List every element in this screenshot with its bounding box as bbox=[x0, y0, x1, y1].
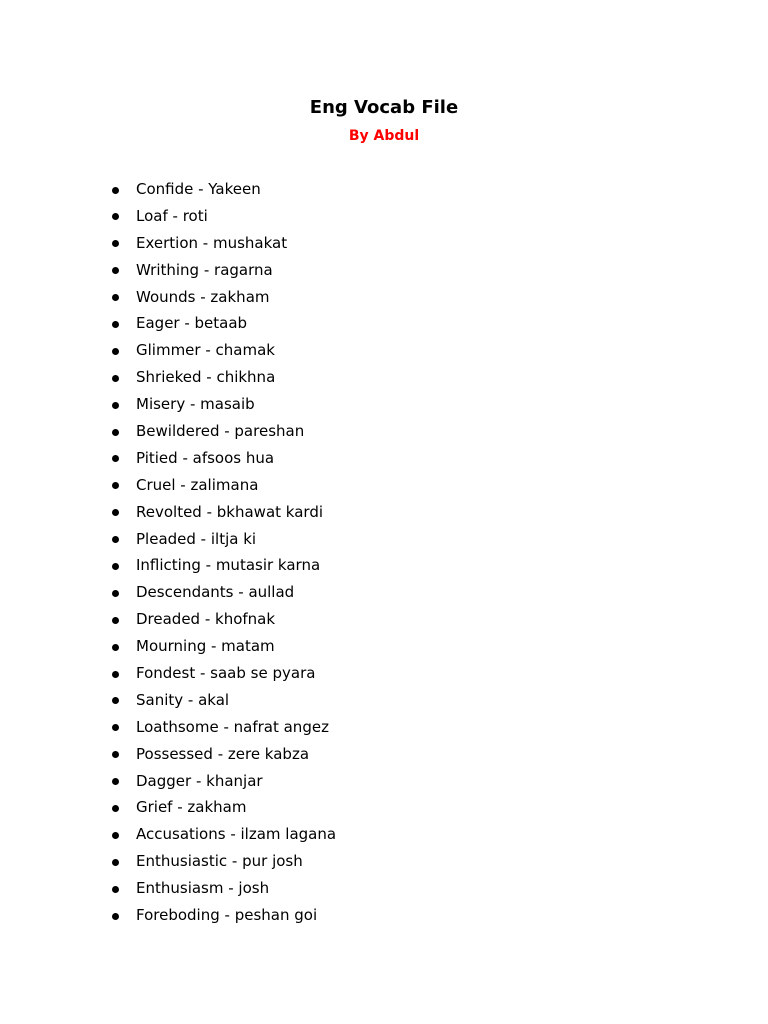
vocab-item-text: Dreaded - khofnak bbox=[136, 610, 276, 629]
bullet-icon bbox=[112, 805, 119, 812]
vocab-item-text: Enthusiastic - pur josh bbox=[136, 852, 303, 871]
vocab-item-text: Possessed - zere kabza bbox=[136, 744, 310, 763]
vocab-item bbox=[112, 203, 336, 230]
vocab-item-text: Sanity - akal bbox=[136, 690, 230, 709]
vocab-item-text: Descendants - aullad bbox=[136, 583, 295, 602]
vocab-item bbox=[112, 633, 336, 660]
vocab-item-text: Misery - masaib bbox=[136, 395, 255, 414]
document-author: By Abdul bbox=[348, 128, 420, 144]
vocab-item-text: Grief - zakham bbox=[136, 798, 247, 817]
bullet-icon bbox=[112, 429, 119, 436]
vocab-item-text: Writhing - ragarna bbox=[136, 260, 273, 279]
vocab-list bbox=[112, 176, 336, 929]
bullet-icon bbox=[112, 590, 119, 597]
bullet-icon bbox=[112, 294, 119, 301]
vocab-item bbox=[112, 176, 336, 203]
bullet-icon bbox=[112, 455, 119, 462]
vocab-item bbox=[112, 552, 336, 579]
bullet-icon bbox=[112, 859, 119, 866]
bullet-icon bbox=[112, 267, 119, 274]
vocab-item bbox=[112, 848, 336, 875]
bullet-icon bbox=[112, 751, 119, 758]
vocab-item bbox=[112, 902, 336, 929]
vocab-item-text: Mourning - matam bbox=[136, 637, 275, 656]
vocab-item bbox=[112, 499, 336, 526]
vocab-item-text: Pitied - afsoos hua bbox=[136, 448, 275, 467]
vocab-item bbox=[112, 472, 336, 499]
vocab-item-text: Loaf - roti bbox=[136, 206, 208, 225]
vocab-item bbox=[112, 660, 336, 687]
bullet-icon bbox=[112, 402, 119, 409]
vocab-item-text: Shrieked - chikhna bbox=[136, 368, 276, 387]
bullet-icon bbox=[112, 886, 119, 893]
vocab-item-text: Glimmer - chamak bbox=[136, 341, 275, 360]
vocab-item-text: Bewildered - pareshan bbox=[136, 422, 305, 441]
vocab-item-text: Wounds - zakham bbox=[136, 287, 270, 306]
vocab-item bbox=[112, 606, 336, 633]
vocab-item bbox=[112, 579, 336, 606]
vocab-item-text: Cruel - zalimana bbox=[136, 475, 259, 494]
vocab-item-text: Pleaded - iltja ki bbox=[136, 529, 257, 548]
bullet-icon bbox=[112, 536, 119, 543]
vocab-item bbox=[112, 230, 336, 257]
vocab-item bbox=[112, 768, 336, 795]
bullet-icon bbox=[112, 724, 119, 731]
vocab-item bbox=[112, 875, 336, 902]
vocab-item bbox=[112, 741, 336, 768]
bullet-icon bbox=[112, 375, 119, 382]
vocab-item bbox=[112, 687, 336, 714]
vocab-item-text: Confide - Yakeen bbox=[136, 180, 261, 198]
vocab-item bbox=[112, 418, 336, 445]
bullet-icon bbox=[112, 913, 119, 920]
bullet-icon bbox=[112, 832, 119, 839]
vocab-item bbox=[112, 794, 336, 821]
bullet-icon bbox=[112, 240, 119, 247]
vocab-item bbox=[112, 310, 336, 337]
vocab-item bbox=[112, 337, 336, 364]
bullet-icon bbox=[112, 509, 119, 516]
bullet-icon bbox=[112, 213, 119, 220]
bullet-icon bbox=[112, 644, 119, 651]
document-title: Eng Vocab File bbox=[309, 97, 459, 118]
bullet-icon bbox=[112, 348, 119, 355]
bullet-icon bbox=[112, 778, 119, 785]
vocab-item bbox=[112, 714, 336, 741]
vocab-item-text: Fondest - saab se pyara bbox=[136, 664, 316, 683]
vocab-item bbox=[112, 284, 336, 311]
bullet-icon bbox=[112, 671, 119, 678]
bullet-icon bbox=[112, 482, 119, 489]
vocab-item-text: Accusations - ilzam lagana bbox=[136, 825, 337, 844]
vocab-item bbox=[112, 821, 336, 848]
vocab-item-text: Exertion - mushakat bbox=[136, 233, 288, 252]
vocab-item bbox=[112, 364, 336, 391]
vocab-item-text: Revolted - bkhawat kardi bbox=[136, 502, 324, 521]
bullet-icon bbox=[112, 617, 119, 624]
vocab-item-text: Enthusiasm - josh bbox=[136, 879, 270, 898]
bullet-icon bbox=[112, 697, 119, 704]
vocab-item-text: Loathsome - nafrat angez bbox=[136, 717, 329, 736]
bullet-icon bbox=[112, 563, 119, 570]
vocab-item bbox=[112, 257, 336, 284]
vocab-item-text: Eager - betaab bbox=[136, 314, 248, 333]
bullet-icon bbox=[112, 187, 119, 194]
vocab-item-text: Foreboding - peshan goi bbox=[136, 906, 318, 925]
vocab-item-text: Inflicting - mutasir karna bbox=[136, 556, 321, 575]
vocab-item bbox=[112, 391, 336, 418]
vocab-item bbox=[112, 445, 336, 472]
vocab-item bbox=[112, 526, 336, 553]
bullet-icon bbox=[112, 321, 119, 328]
vocab-item-text: Dagger - khanjar bbox=[136, 771, 263, 790]
